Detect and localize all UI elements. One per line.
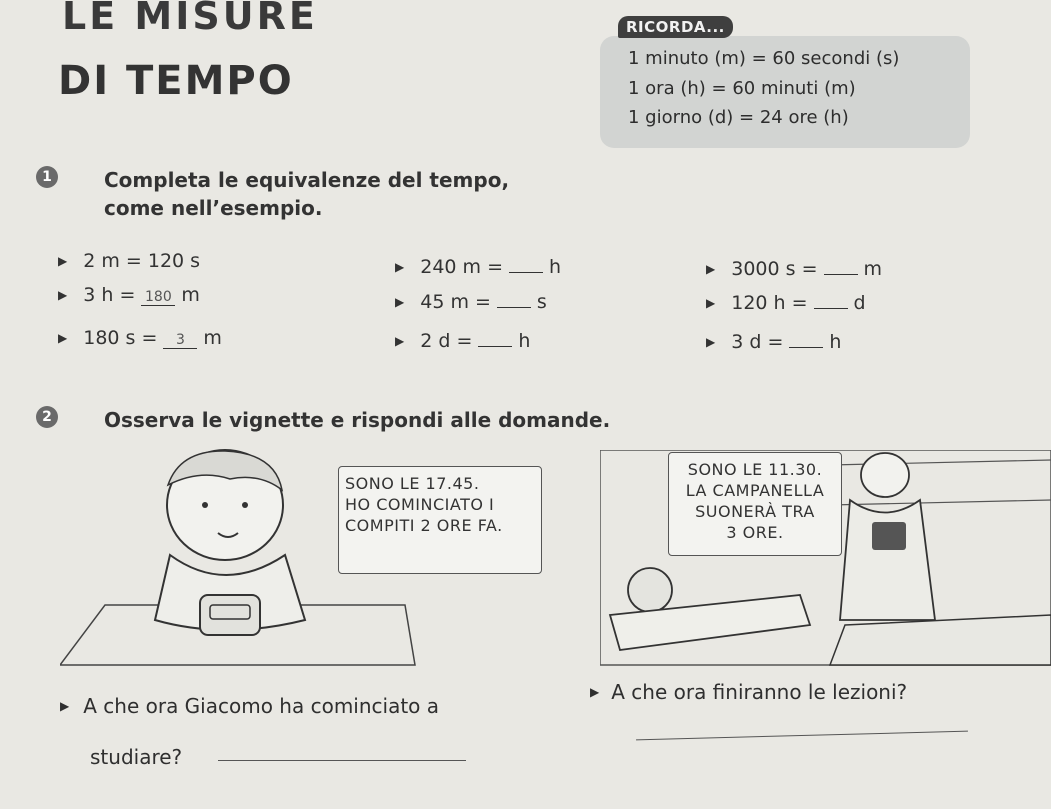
speech-bubble-right [668,452,842,556]
bubble-right-line: SONO LE 11.30. [687,460,823,479]
bubble-left-line: SONO LE 17.45. [345,474,480,493]
question-1: ▶ A che ora Giacomo ha cominciato a [60,694,440,718]
equivalence-item: ▶ 3000 s = m [706,258,883,280]
title-line-2: DI TEMPO [58,58,294,104]
equivalence-item: ▶ 2 m = 120 s [58,250,201,272]
question-2: ▶ A che ora finiranno le lezioni? [590,680,908,704]
bubble-left-line: COMPITI 2 ORE FA. [345,516,503,535]
equivalence-item: ▶ 180 s = 3 m [58,327,222,349]
title-line-1: LE MISURE [62,0,318,38]
equivalence-item: ▶ 45 m = s [395,291,547,313]
equivalence-item: ▶ 3 h = 180 m [58,284,200,306]
exercise-1-instruction-1: Completa le equivalenze del tempo, [104,168,510,192]
ricorda-label: RICORDA... [618,16,733,38]
bubble-left-line: HO COMINCIATO I [345,495,495,514]
bubble-right-line: SUONERÀ TRA [695,502,815,521]
answer-blank[interactable] [789,347,823,348]
answer-blank[interactable] [497,307,531,308]
bubble-right-line: LA CAMPANELLA [685,481,825,500]
ricorda-line-minute: 1 minuto (m) = 60 secondi (s) [628,48,900,69]
equivalence-item: ▶ 120 h = d [706,292,866,314]
equivalence-item: ▶ 240 m = h [395,256,562,278]
question-1-continued: studiare? [90,745,183,769]
answer-blank[interactable] [824,274,858,275]
answer-blank[interactable] [478,346,512,347]
answer-blank[interactable]: 3 [163,332,197,349]
exercise-1-instruction-2: come nell’esempio. [104,196,323,220]
answer-blank[interactable] [814,308,848,309]
answer-line-1[interactable] [218,760,466,761]
ricorda-line-day: 1 giorno (d) = 24 ore (h) [628,107,849,128]
bubble-right-line: 3 ORE. [726,523,784,542]
answer-blank[interactable] [509,272,543,273]
exercise-2-instruction: Osserva le vignette e rispondi alle domande. [104,408,611,432]
ricorda-line-hour: 1 ora (h) = 60 minuti (m) [628,78,856,99]
exercise-2-number: 2 [36,406,58,428]
answer-line-2[interactable] [636,731,968,741]
speech-bubble-left [338,466,542,574]
exercise-1-number: 1 [36,166,58,188]
answer-blank[interactable]: 180 [141,289,175,306]
ricorda-box [600,36,970,148]
equivalence-item: ▶ 2 d = h [395,330,531,352]
equivalence-item: ▶ 3 d = h [706,331,842,353]
